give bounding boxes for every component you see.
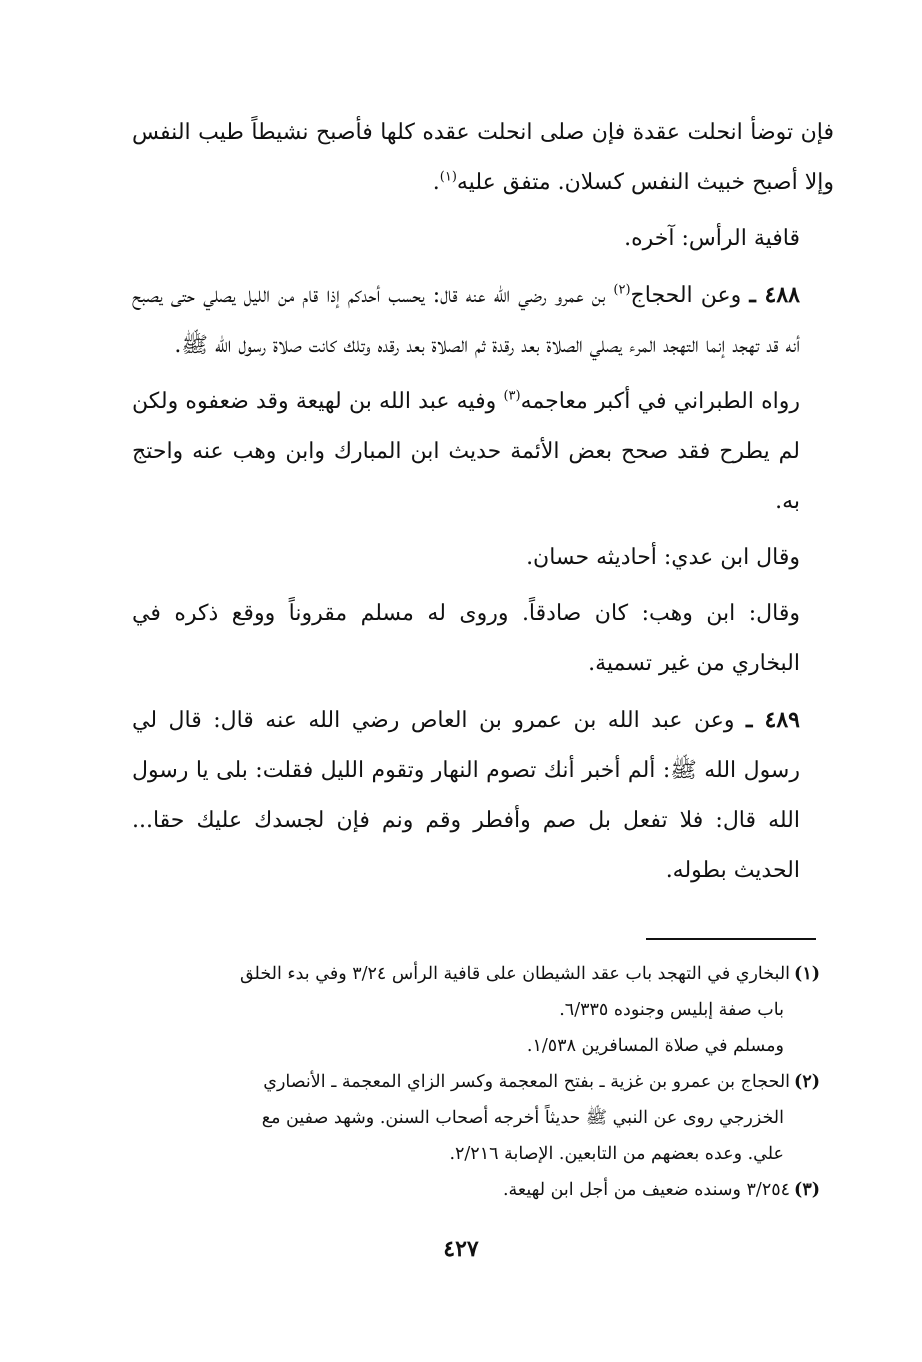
footnote-1-line-1: البخاري في التهجد باب عقد الشيطان على قافية الرأس ٣/٢٤ وفي بدء الخلق	[239, 964, 791, 984]
hadith-488-text-a: وعن الحجاج	[630, 283, 742, 308]
footnote-2	[130, 1064, 820, 1100]
footnote-separator	[646, 938, 816, 940]
paragraph-6	[132, 589, 834, 689]
paragraph-5	[132, 533, 834, 583]
hadith-number-489: ٤٨٩ ـ	[745, 707, 800, 733]
paragraph-5-text: وقال ابن عدي: أحاديثه حسان.	[526, 545, 800, 570]
footnote-2-cont-2	[130, 1136, 820, 1172]
footnote-1-cont-2	[130, 1028, 820, 1064]
footnote-ref-3[interactable]: (٣)	[503, 388, 521, 404]
footnote-1-label: (١)	[794, 964, 820, 984]
hadith-489-text: وعن عبد الله بن عمرو بن العاص رضي الله عنه قال: قال لي رسول الله ﷺ: ألم أخبر أنك تصوم النهار وتقوم الليل فقلت: بلى يا رسول الله قال: فلا تفعل بل صم وأفطر وقم ونم فإن لجسدك عليك حقا... الحديث بطوله.	[132, 708, 800, 883]
page-number: ٤٢٧	[443, 1236, 479, 1262]
paragraph-1-text: فإن توضأ انحلت عقدة فإن صلى انحلت عقده كلها فأصبح نشيطاً طيب النفس وإلا أصبح خبيث النفس كسلان. متفق عليه	[132, 120, 834, 195]
hadith-number-488: ٤٨٨ ـ	[749, 282, 800, 308]
paragraph-2	[132, 214, 834, 264]
paragraph-4-text-a: رواه الطبراني في أكبر معاجمه	[520, 389, 800, 414]
hadith-488	[132, 270, 834, 371]
footnote-2-cont	[130, 1100, 820, 1136]
footnote-1-line-2: باب صفة إبليس وجنوده ٦/٣٣٥.	[559, 1000, 784, 1020]
footnote-1-cont	[130, 992, 820, 1028]
paragraph-6-text: وقال: ابن وهب: كان صادقاً. وروى له مسلم مقروناً ووقع ذكره في البخاري من غير تسمية.	[132, 601, 800, 676]
paragraph-4	[132, 377, 834, 527]
footnote-2-label: (٢)	[794, 1072, 820, 1092]
footnotes	[130, 956, 820, 1208]
footnote-2-line-1: الحجاج بن عمرو بن غزية ـ بفتح المعجمة وكسر الزاي المعجمة ـ الأنصاري	[263, 1072, 791, 1092]
footnote-3-text: ٣/٢٥٤ وسنده ضعيف من أجل ابن لهيعة.	[502, 1180, 791, 1200]
footnote-3	[130, 1172, 820, 1208]
footnote-3-label: (٣)	[794, 1180, 820, 1200]
footnote-ref-2[interactable]: (٢)	[613, 282, 631, 298]
footnote-2-line-2: الخزرجي روى عن النبي ﷺ حديثاً أخرجه أصحاب السنن. وشهد صفين مع	[261, 1108, 784, 1128]
main-text	[132, 108, 834, 902]
footnote-2-line-3: علي. وعده بعضهم من التابعين. الإصابة ٢/٢١٦.	[449, 1144, 784, 1164]
paragraph-1	[132, 108, 834, 208]
hadith-488-text-b: بن عمرو رضي الله عنه قال: يحسب أحدكم إذا قام من الليل يصلي حتى يصبح أنه قد تهجد إنما التهجد المرء يصلي الصلاة بعد رقدة ثم الصلاة بعد رقده وتلك كانت صلاة رسول الله ﷺ.	[132, 283, 800, 358]
paragraph-2-text: قافية الرأس: آخره.	[624, 226, 800, 251]
footnote-1-line-3: ومسلم في صلاة المسافرين ١/٥٣٨.	[526, 1036, 784, 1056]
hadith-489	[132, 695, 834, 896]
footnote-ref-1[interactable]: (١)	[439, 169, 457, 185]
footnote-1	[130, 956, 820, 992]
paragraph-4-text-b: وفيه عبد الله بن لهيعة وقد ضعفوه ولكن لم يطرح فقد صحح بعض الأئمة حديث ابن المبارك وابن وهب عنه واحتج به.	[132, 389, 800, 514]
paragraph-1-end: .	[432, 170, 440, 195]
